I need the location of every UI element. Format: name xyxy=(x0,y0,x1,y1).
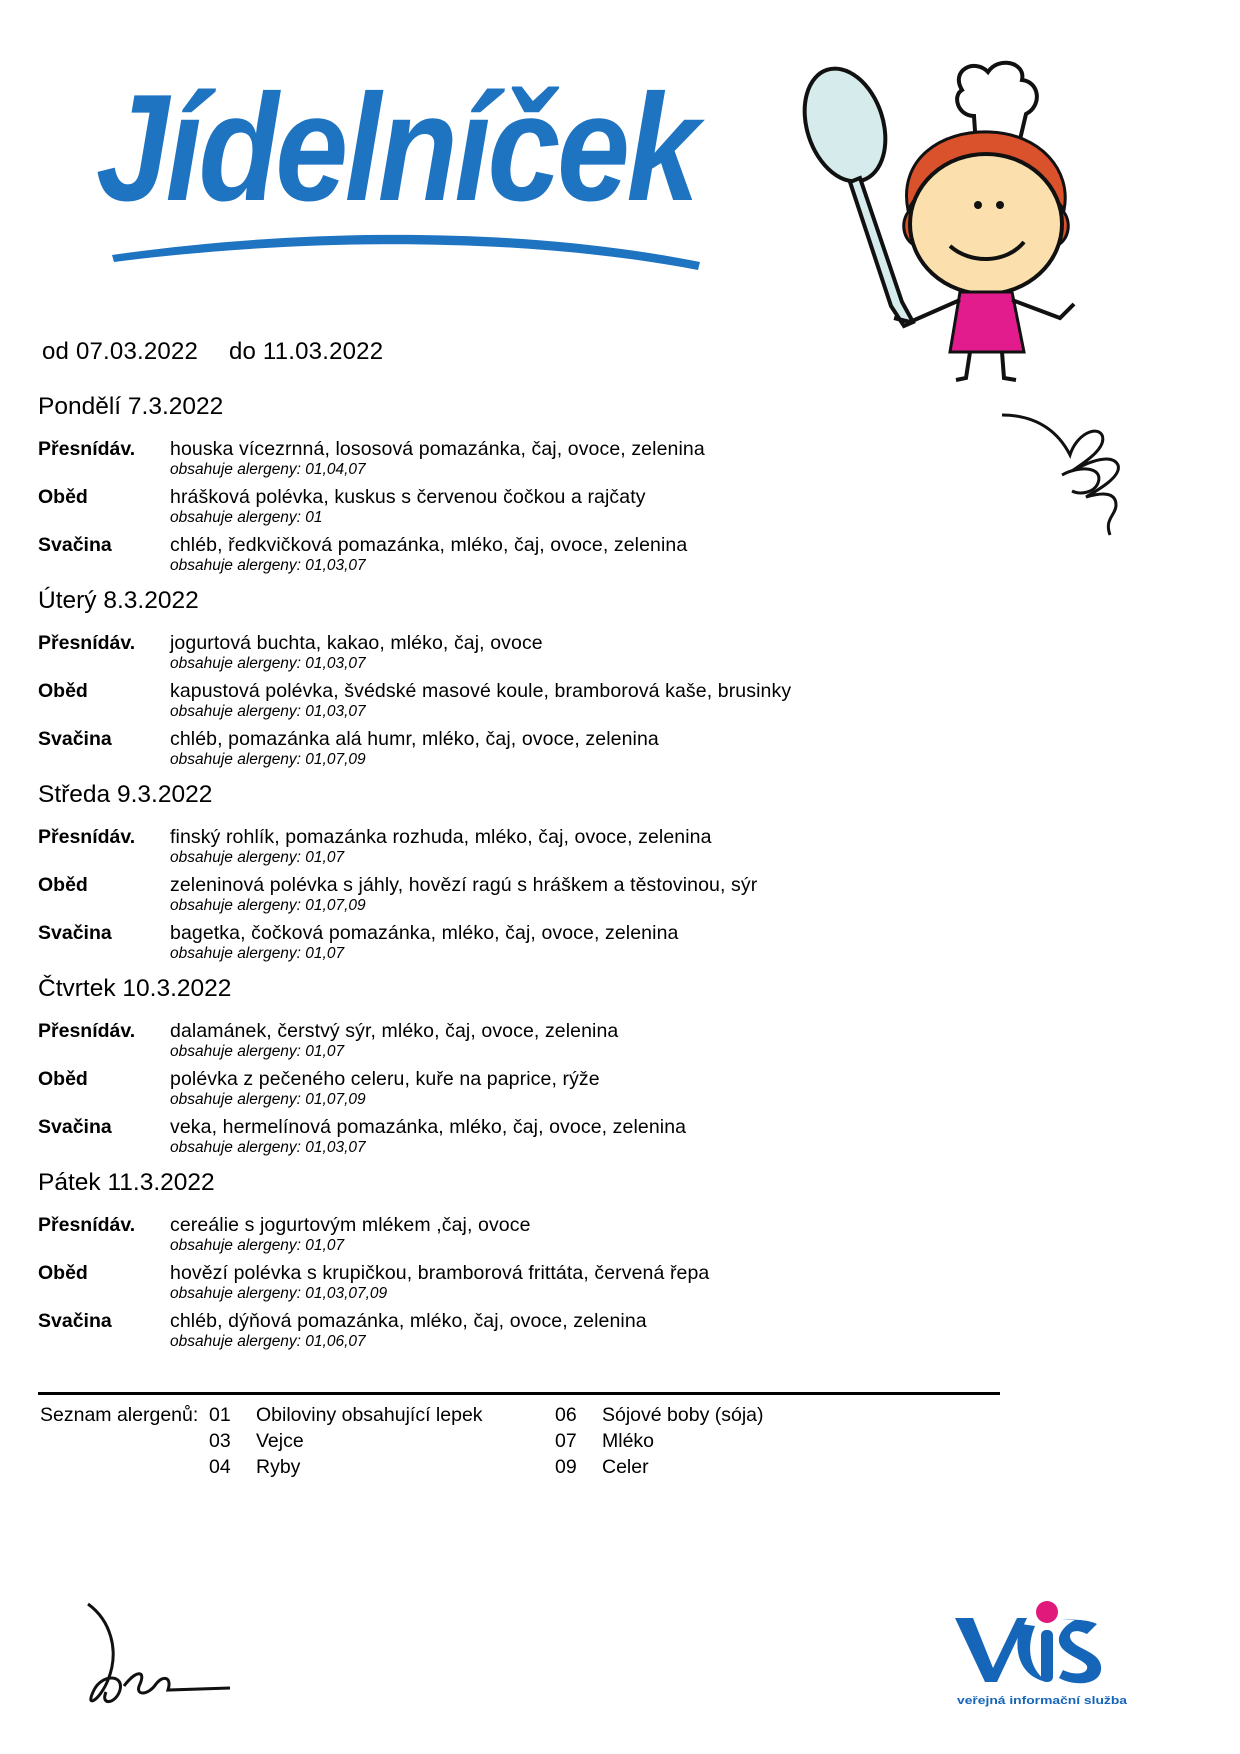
meal-allergens: obsahuje alergeny: 01,07,09 xyxy=(170,897,366,914)
meal-row xyxy=(38,918,998,966)
meal-description: finský rohlík, pomazánka rozhuda, mléko, čaj, ovoce, zelenina xyxy=(170,826,712,848)
day-section xyxy=(38,974,998,1160)
meal-body xyxy=(170,1112,998,1160)
meal-body xyxy=(170,434,998,482)
period-to: do 11.03.2022 xyxy=(228,338,384,365)
signature xyxy=(80,1600,240,1720)
period-from: od 07.03.2022 xyxy=(42,338,199,365)
meal-description: hrášková polévka, kuskus s červenou čočkou a rajčaty xyxy=(170,486,646,508)
meal-label: Přesnídáv. xyxy=(38,826,136,848)
meal-description: polévka z pečeného celeru, kuře na paprice, rýže xyxy=(170,1068,600,1090)
meal-label: Oběd xyxy=(38,1068,88,1090)
meal-row xyxy=(38,1210,998,1258)
meal-description: chléb, ředkvičková pomazánka, mléko, čaj, ovoce, zelenina xyxy=(170,534,688,556)
title-underline xyxy=(112,235,700,270)
meal-allergens: obsahuje alergeny: 01,07 xyxy=(170,1237,345,1254)
meal-description: veka, hermelínová pomazánka, mléko, čaj, ovoce, zelenina xyxy=(170,1116,687,1138)
meal-description: chléb, dýňová pomazánka, mléko, čaj, ovoce, zelenina xyxy=(170,1310,647,1332)
allergen-code: 01 xyxy=(209,1404,231,1426)
meal-body xyxy=(170,1016,998,1064)
meal-body xyxy=(170,530,998,578)
meal-allergens: obsahuje alergeny: 01,07,09 xyxy=(170,751,366,768)
meal-body xyxy=(170,1306,998,1354)
divider xyxy=(38,1392,1000,1395)
allergen-name: Celer xyxy=(602,1456,649,1478)
meal-label: Přesnídáv. xyxy=(38,438,136,460)
meal-label: Svačina xyxy=(38,1116,112,1138)
meal-label: Svačina xyxy=(38,728,112,750)
meal-description: bagetka, čočková pomazánka, mléko, čaj, ovoce, zelenina xyxy=(170,922,679,944)
day-section xyxy=(38,586,998,772)
meal-description: cereálie s jogurtovým mlékem ,čaj, ovoce xyxy=(170,1214,531,1236)
chef-illustration xyxy=(790,60,1090,390)
meal-description: houska vícezrnná, lososová pomazánka, čaj, ovoce, zelenina xyxy=(170,438,705,460)
vis-logo xyxy=(955,1590,1135,1710)
meal-allergens: obsahuje alergeny: 01,03,07,09 xyxy=(170,1285,388,1302)
meal-allergens: obsahuje alergeny: 01,03,07 xyxy=(170,655,366,672)
menu-title xyxy=(0,0,740,290)
meal-row xyxy=(38,1258,998,1306)
meal-row xyxy=(38,482,998,530)
meal-body xyxy=(170,918,998,966)
allergen-list-label: Seznam alergenů: xyxy=(40,1404,199,1426)
day-title: Čtvrtek 10.3.2022 xyxy=(38,975,232,1002)
meal-allergens: obsahuje alergeny: 01,03,07 xyxy=(170,703,366,720)
menu-days xyxy=(38,392,998,1362)
allergen-name: Mléko xyxy=(602,1430,655,1452)
meal-row xyxy=(38,434,998,482)
decorative-squiggle xyxy=(1000,405,1140,545)
meal-description: hovězí polévka s krupičkou, bramborová frittáta, červená řepa xyxy=(170,1262,710,1284)
meal-label: Svačina xyxy=(38,922,112,944)
allergen-code: 07 xyxy=(555,1430,577,1452)
meal-body xyxy=(170,1258,998,1306)
meal-body xyxy=(170,1064,998,1112)
meal-row xyxy=(38,676,998,724)
meal-label: Oběd xyxy=(38,874,88,896)
meal-allergens: obsahuje alergeny: 01,07 xyxy=(170,1043,345,1060)
day-title: Úterý 8.3.2022 xyxy=(38,587,199,614)
day-section xyxy=(38,780,998,966)
meal-label: Přesnídáv. xyxy=(38,1020,136,1042)
allergen-name: Vejce xyxy=(256,1430,304,1452)
vis-logo-tagline: veřejná informační služba xyxy=(957,1695,1129,1707)
meal-row xyxy=(38,530,998,578)
meal-body xyxy=(170,676,998,724)
meal-label: Svačina xyxy=(38,534,112,556)
meal-allergens: obsahuje alergeny: 01,03,07 xyxy=(170,1139,366,1156)
meal-description: dalamánek, čerstvý sýr, mléko, čaj, ovoce, zelenina xyxy=(170,1020,619,1042)
meal-allergens: obsahuje alergeny: 01,03,07 xyxy=(170,557,366,574)
allergen-code: 09 xyxy=(555,1456,577,1478)
meal-body xyxy=(170,482,998,530)
meal-body xyxy=(170,628,998,676)
allergen-name: Obiloviny obsahující lepek xyxy=(256,1404,483,1426)
day-section xyxy=(38,392,998,578)
menu-period xyxy=(42,338,407,366)
meal-row xyxy=(38,724,998,772)
meal-allergens: obsahuje alergeny: 01,07 xyxy=(170,849,345,866)
meal-row xyxy=(38,1306,998,1354)
meal-label: Oběd xyxy=(38,680,88,702)
meal-row xyxy=(38,870,998,918)
meal-label: Přesnídáv. xyxy=(38,1214,136,1236)
meal-row xyxy=(38,822,998,870)
meal-allergens: obsahuje alergeny: 01,06,07 xyxy=(170,1333,366,1350)
meal-allergens: obsahuje alergeny: 01 xyxy=(170,509,323,526)
allergen-code: 04 xyxy=(209,1456,231,1478)
meal-label: Oběd xyxy=(38,486,88,508)
meal-label: Svačina xyxy=(38,1310,112,1332)
day-title: Pondělí 7.3.2022 xyxy=(38,393,224,420)
meal-row xyxy=(38,1064,998,1112)
meal-description: zeleninová polévka s jáhly, hovězí ragú s hráškem a těstovinou, sýr xyxy=(170,874,758,896)
meal-body xyxy=(170,870,998,918)
meal-allergens: obsahuje alergeny: 01,07,09 xyxy=(170,1091,366,1108)
meal-description: jogurtová buchta, kakao, mléko, čaj, ovoce xyxy=(170,632,543,654)
meal-row xyxy=(38,628,998,676)
day-title: Středa 9.3.2022 xyxy=(38,781,213,808)
meal-label: Oběd xyxy=(38,1262,88,1284)
meal-label: Přesnídáv. xyxy=(38,632,136,654)
day-section xyxy=(38,1168,998,1354)
allergen-code: 06 xyxy=(555,1404,577,1426)
meal-row xyxy=(38,1016,998,1064)
menu-title-text: Jídelníček xyxy=(96,63,706,233)
meal-allergens: obsahuje alergeny: 01,07 xyxy=(170,945,345,962)
meal-description: chléb, pomazánka alá humr, mléko, čaj, ovoce, zelenina xyxy=(170,728,659,750)
meal-body xyxy=(170,822,998,870)
allergen-code: 03 xyxy=(209,1430,231,1452)
meal-body xyxy=(170,724,998,772)
meal-allergens: obsahuje alergeny: 01,04,07 xyxy=(170,461,366,478)
allergen-name: Ryby xyxy=(256,1456,301,1478)
allergen-name: Sójové boby (sója) xyxy=(602,1404,764,1426)
meal-description: kapustová polévka, švédské masové koule, bramborová kaše, brusinky xyxy=(170,680,792,702)
meal-body xyxy=(170,1210,998,1258)
day-title: Pátek 11.3.2022 xyxy=(38,1169,215,1196)
meal-row xyxy=(38,1112,998,1160)
